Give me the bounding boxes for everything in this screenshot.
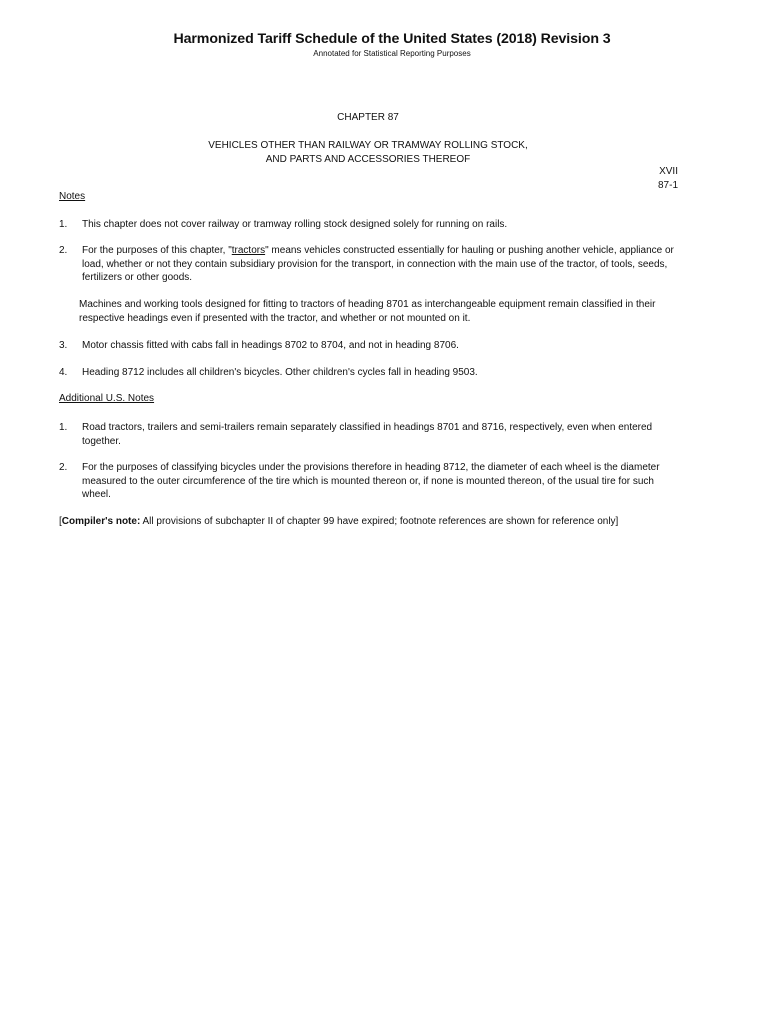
defined-term: tractors — [231, 245, 266, 256]
note-number: 2. — [59, 462, 68, 473]
note-number: 3. — [59, 340, 68, 351]
compiler-note — [59, 515, 699, 529]
note-number: 1. — [59, 219, 68, 230]
note-4 — [59, 366, 679, 380]
chapter-title — [0, 139, 736, 166]
note-text: This chapter does not cover railway or tramway rolling stock designed solely for running on rails. — [82, 219, 508, 230]
compiler-note-label: Compiler's note: — [61, 516, 141, 527]
note-text-pre: For the purposes of this chapter, " — [82, 245, 232, 256]
note-text: For the purposes of classifying bicycles under the provisions therefore in heading 8712, the diameter of each wheel is the diameter measured to the outer circumference of the tire which is mounted thereon or, if none is mounted thereon, of the usual tire for such wheel. — [82, 462, 660, 500]
us-note-2 — [59, 461, 679, 502]
compiler-note-open-bracket: [ — [59, 516, 62, 527]
note-2-paragraph: Machines and working tools designed for fitting to tractors of heading 8701 as interchangeable equipment remain classified in their respective headings even if presented with the tractor, and whether or not mounted on it. — [79, 299, 656, 324]
page-subtitle: Annotated for Statistical Reporting Purposes — [313, 49, 471, 58]
section-number: XVII — [659, 166, 678, 177]
note-text: Road tractors, trailers and semi-trailers remain separately classified in headings 8701 and 8716, respectively, even when entered together. — [82, 422, 653, 447]
note-text-post: " means vehicles constructed essentially for hauling or pushing another vehicle, appliance or load, whether or not they contain subsidiary provision for the transport, in connection with the main use of the tractor, of tools, seeds, fertilizers or other goods. — [82, 245, 674, 283]
chapter-label: CHAPTER 87 — [337, 112, 399, 123]
page-number: 87-1 — [657, 179, 678, 191]
note-3 — [59, 339, 679, 353]
note-text — [82, 244, 679, 285]
page-title: Harmonized Tariff Schedule of the United States (2018) Revision 3 — [173, 31, 611, 47]
chapter-title-line-2: AND PARTS AND ACCESSORIES THEREOF — [265, 153, 471, 165]
note-2 — [59, 244, 679, 285]
section-reference — [658, 165, 678, 192]
note-number: 2. — [59, 245, 68, 256]
note-1 — [59, 218, 679, 232]
chapter-title-line-1: VEHICLES OTHER THAN RAILWAY OR TRAMWAY ROLLING STOCK, — [208, 140, 528, 151]
note-number: 4. — [59, 367, 68, 378]
note-text: Motor chassis fitted with cabs fall in headings 8702 to 8704, and not in heading 8706. — [82, 340, 459, 351]
note-number: 1. — [59, 422, 68, 433]
compiler-note-text: All provisions of subchapter II of chapter 99 have expired; footnote references are shown for reference only] — [140, 516, 619, 527]
us-note-1 — [59, 421, 679, 448]
note-text: Heading 8712 includes all children's bicycles. Other children's cycles fall in heading 9503. — [82, 367, 478, 378]
notes-heading: Notes — [59, 191, 86, 202]
additional-us-notes-heading: Additional U.S. Notes — [59, 393, 155, 404]
